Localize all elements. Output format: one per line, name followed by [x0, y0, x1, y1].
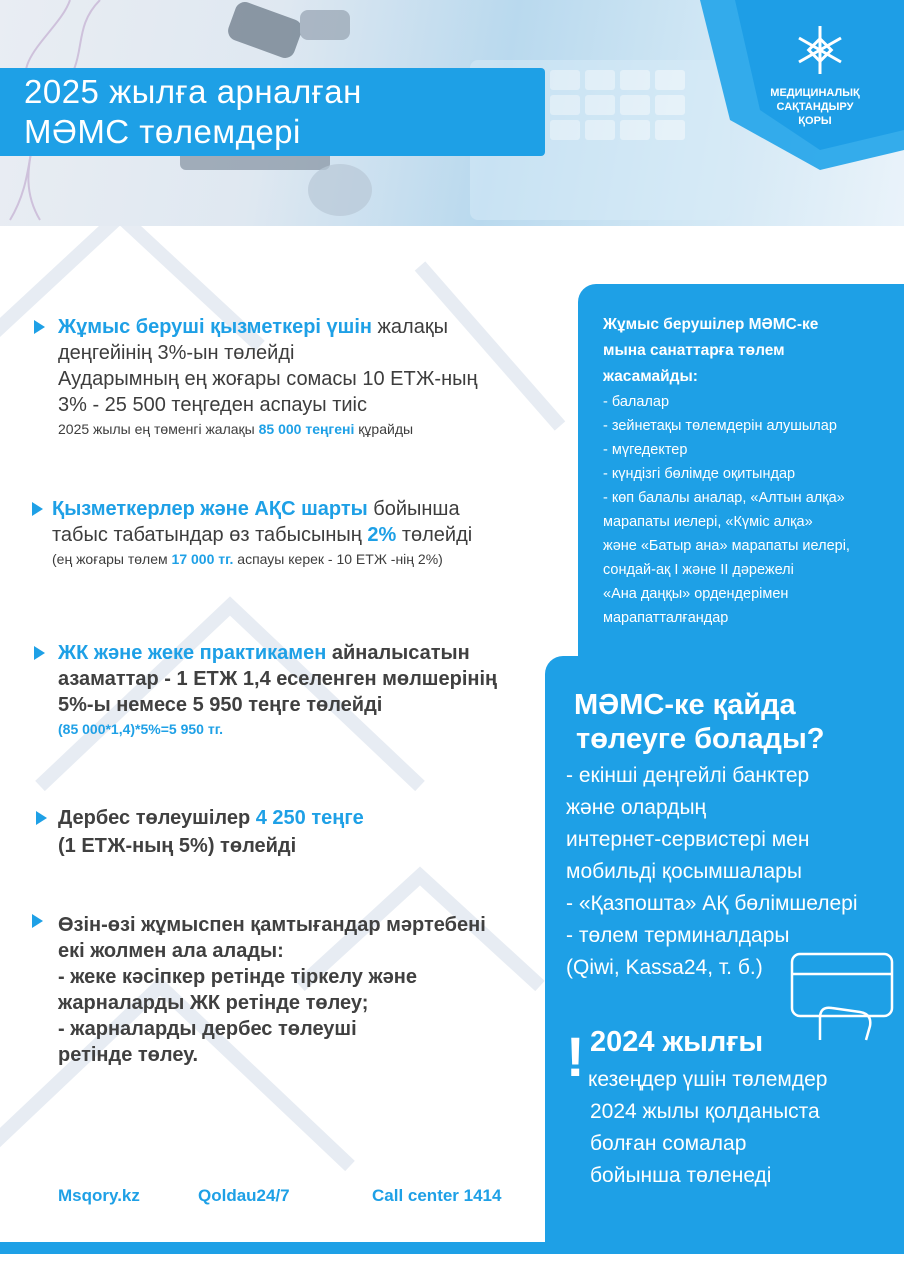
exclamation-icon: ! [566, 1025, 585, 1088]
logo-text: МЕДИЦИНАЛЫҚ САҚТАНДЫРУ ҚОРЫ [770, 87, 860, 127]
arrow-icon [32, 914, 43, 928]
arrow-icon [34, 320, 45, 334]
arrow-icon [36, 811, 47, 825]
item-self-payers: Дербес төлеушілер 4 250 теңге (1 ЕТЖ-ның 5%) төлейді [58, 804, 364, 860]
arrow-icon [34, 646, 45, 660]
where-to-pay-title: МӘМС-ке қайда төлеуге болады? [574, 689, 825, 755]
footer-call-center[interactable]: Call center 1414 [372, 1186, 502, 1205]
item-employer: Жұмыс беруші қызметкері үшін жалақы деңгейінің 3%-ын төлейді Аударымның ең жоғары сомасы 10 ЕТЖ-ның 3% - 25 500 теңгеден аспауы тиіс 2025 жылы ең төменгі жалақы 85 000 теңгені құрайды [58, 314, 478, 440]
notice-text: кезеңдер үшін төлемдер 2024 жылы қолданыста болған сомалар бойынша төленеді [588, 1068, 828, 1187]
arrow-icon [32, 502, 43, 516]
footer-site-link[interactable]: Msqory.kz [58, 1186, 140, 1205]
item-self-employed: Өзін-өзі жұмыспен қамтығандар мәртебені екі жолмен ала алады: - жеке кәсіпкер ретінде тіркелу және жарналарды ЖК ретінде төлеу; - жарналарды дербес төлеуші ретінде төлеу. [58, 912, 486, 1068]
item-contractors: Қызметкерлер және АҚС шарты бойынша табыс табатындар өз табысының 2% төлейді (ең жоғары төлем 17 000 тг. аспауы керек - 10 ЕТЖ -нің 2%) [52, 496, 472, 570]
notice-title: 2024 жылғы [590, 1026, 764, 1058]
page-title: 2025 жылға арналған МӘМС төлемдері [24, 73, 362, 150]
item-entrepreneurs: ЖК және жеке практикамен айналысатын азаматтар - 1 ЕТЖ 1,4 еселенген мөлшерінің 5%-ы немесе 5 950 теңге төлейді (85 000*1,4)*5%=5 950 тг. [58, 640, 497, 740]
snowflake-logo-icon [792, 22, 848, 78]
where-to-pay-list: - екінші деңгейлі банктер және олардың интернет-сервистері мен мобильді қосымшалары - «Қазпошта» АҚ бөлімшелері - төлем терминалдары (Qiwi, Kassa24, т. б.) [566, 764, 858, 979]
footer-support[interactable]: Qoldau24/7 [198, 1186, 290, 1205]
footer-bar [0, 1242, 904, 1254]
exempt-categories-text: Жұмыс берушілер МӘМС-ке мына санаттарға төлем жасамайды: - балалар - зейнетақы төлемдерін алушылар - мүгедектер - күндізгі бөлімде оқитындар - көп балалы аналар, «Алтын алқа» марапаты иелері, «Күміс алқа» және «Батыр ана» марапаты иелері, сондай-ақ І және ІІ дәрежелі «Ана даңқы» ордендерімен марапатталғандар [603, 316, 850, 626]
payment-card-icon [780, 948, 904, 1048]
